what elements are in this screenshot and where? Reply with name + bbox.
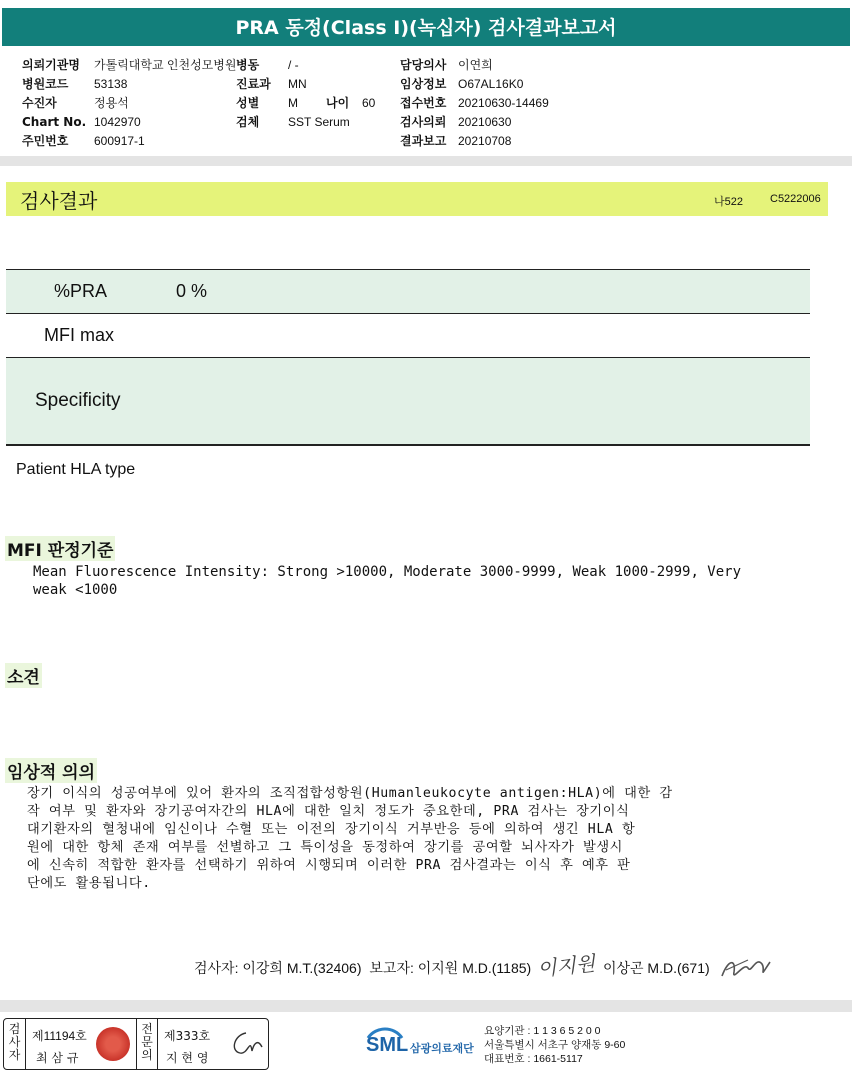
request-value: 20210630 <box>458 115 512 129</box>
organization-info <box>484 1024 625 1066</box>
stamp2-license: 제333호 <box>164 1029 211 1043</box>
clinical-line: 장기 이식의 성공여부에 있어 환자의 조직접합성항원(Humanleukocyte antigen:HLA)에 대한 감 <box>27 786 673 801</box>
mfi-criteria-line: Mean Fluorescence Intensity: Strong >10000, Moderate 3000-9999, Weak 1000-2999, Very <box>33 564 742 580</box>
clinical-line: 에 신속히 적합한 환자를 선택하기 위하여 시행되며 이러한 PRA 검사결과는 이식 후 예후 판 <box>27 858 631 873</box>
reviewer-text: 이상곤 M.D.(671) <box>602 960 710 976</box>
chart-value: 1042970 <box>94 115 141 129</box>
stamp2-name: 지 현 영 <box>166 1051 209 1065</box>
clinical-value: O67AL16K0 <box>458 77 524 91</box>
dept-label: 진료과 <box>236 77 271 91</box>
result-header-bar <box>6 182 828 216</box>
stamp1-seal <box>96 1027 130 1061</box>
reviewer-signature <box>718 952 774 987</box>
org-logo-text: SML <box>366 1034 409 1056</box>
doctor-value: 이연희 <box>458 58 493 72</box>
stamp1-name: 최 삼 규 <box>36 1051 79 1065</box>
clinical-line: 단에도 활용됩니다. <box>27 876 151 891</box>
clinical-line: 대기환자의 혈청내에 임신이나 수혈 또는 이전의 장기이식 거부반응 등에 의하여 생긴 HLA 항 <box>27 822 636 837</box>
reporter-signature: 이지원 <box>536 951 597 981</box>
ward-value: / - <box>288 58 299 72</box>
resident-value: 600917-1 <box>94 134 145 148</box>
hla-type-label: Patient HLA type <box>16 461 136 478</box>
patient-info-col3 <box>400 56 549 151</box>
institution-label: 의뢰기관명 <box>22 58 80 72</box>
receipt-value: 20210630-14469 <box>458 96 549 110</box>
patient-info-col2 <box>236 56 375 132</box>
resident-label: 주민번호 <box>22 134 69 148</box>
stamp2-signature <box>228 1029 264 1063</box>
table-line <box>6 269 810 270</box>
table-line <box>6 357 810 358</box>
report-title: PRA 동정(Class I)(녹십자) 검사결과보고서 <box>2 8 850 46</box>
table-line <box>6 444 810 446</box>
dept-value: MN <box>288 77 307 91</box>
clinical-label: 임상정보 <box>400 77 447 91</box>
mfi-max-label: MFI max <box>44 325 114 345</box>
patient-info-col1 <box>22 56 236 151</box>
specificity-label: Specificity <box>35 390 121 411</box>
clinical-line: 원에 대한 항체 존재 여부를 선별하고 그 특이성을 동정하여 장기를 공여할 뇌사자가 발생시 <box>27 840 624 855</box>
reporter-text: 보고자: 이지원 M.D.(1185) <box>369 960 532 976</box>
clinical-significance-text <box>27 785 673 893</box>
report-date-label: 결과보고 <box>400 134 447 148</box>
hospital-code-label: 병원코드 <box>22 77 69 91</box>
signers-line <box>194 950 774 987</box>
hospital-code-value: 53138 <box>94 77 128 91</box>
stamp2-vertical-label: 전문의 <box>136 1019 158 1069</box>
specimen-label: 검체 <box>236 115 260 129</box>
table-line <box>6 313 810 314</box>
chart-label: Chart No. <box>22 115 87 129</box>
examinee-value: 정용석 <box>94 96 129 110</box>
request-label: 검사의뢰 <box>400 115 447 129</box>
result-code-1: 나522 <box>714 196 743 208</box>
ward-label: 병동 <box>236 58 260 72</box>
examiner-text: 검사자: 이강희 M.T.(32406) <box>194 960 362 976</box>
mfi-criteria-heading: MFI 판정기준 <box>5 536 115 561</box>
age-value: 60 <box>362 96 376 110</box>
clinical-line: 작 여부 및 환자와 장기공여자간의 HLA에 대한 일치 정도가 중요한데, PRA 검사는 장기이식 <box>27 804 630 819</box>
age-label: 나이 <box>326 96 350 110</box>
stamp1-vertical-label: 검사자 <box>4 1019 26 1069</box>
specificity-row-bg <box>6 358 810 444</box>
divider <box>0 156 852 166</box>
pra-value: 0 % <box>176 281 208 301</box>
care-code: 요양기관 : 1 1 3 6 5 2 0 0 <box>484 1025 601 1037</box>
license-stamp-box <box>3 1018 269 1070</box>
footer-divider <box>0 1000 852 1012</box>
sex-label: 성별 <box>236 96 260 110</box>
mfi-criteria-text <box>33 563 741 599</box>
receipt-label: 접수번호 <box>400 96 447 110</box>
org-phone: 대표번호 : 1661-5117 <box>484 1053 583 1065</box>
stamp1-license: 제11194호 <box>32 1029 87 1043</box>
result-code-2: C5222006 <box>770 193 821 205</box>
sex-value: M <box>288 96 298 110</box>
org-name: 삼광의료재단 <box>410 1042 474 1055</box>
result-heading: 검사결과 <box>20 189 98 213</box>
pra-label: %PRA <box>54 281 108 301</box>
pra-row-bg <box>6 270 810 313</box>
specimen-value: SST Serum <box>288 115 350 129</box>
org-address: 서울특별시 서초구 양재동 9-60 <box>484 1039 626 1051</box>
institution-value: 가톨릭대학교 인천성모병원 <box>94 58 237 72</box>
examinee-label: 수진자 <box>22 96 57 110</box>
report-date-value: 20210708 <box>458 134 512 148</box>
findings-heading: 소견 <box>5 663 42 688</box>
mfi-criteria-line: weak <1000 <box>33 582 118 598</box>
clinical-significance-heading: 임상적 의의 <box>5 758 97 783</box>
doctor-label: 담당의사 <box>400 58 447 72</box>
